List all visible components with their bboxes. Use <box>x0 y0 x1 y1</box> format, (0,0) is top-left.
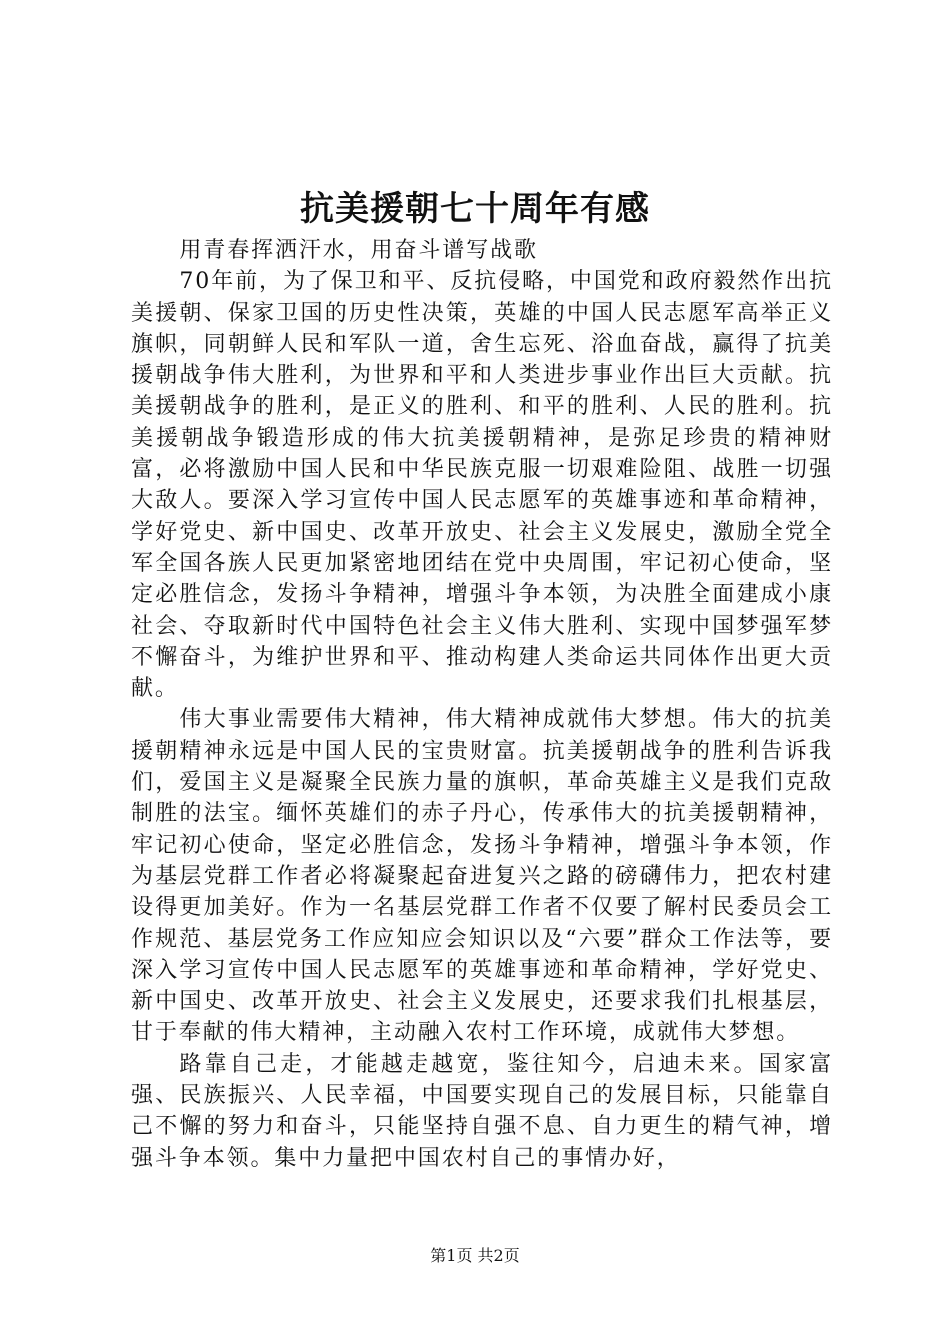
document-title: 抗美援朝七十周年有感 <box>300 189 650 229</box>
paragraph: 伟大事业需要伟大精神，伟大精神成就伟大梦想。伟大的抗美援朝精神永远是中国人民的宝贵财富。抗美援朝战争的胜利告诉我们，爱国主义是凝聚全民族力量的旗帜，革命英雄主义是我们克敌制胜的法宝。缅怀英雄们的赤子丹心，传承伟大的抗美援朝精神，牢记初心使命，坚定必胜信念，发扬斗争精神，增强斗争本领，作为基层党群工作者必将凝聚起奋进复兴之路的磅礴伟力，把农村建设得更加美好。作为一名基层党群工作者不仅要了解村民委员会工作规范、基层党务工作应知应会知识以及“六要”群众工作法等，要深入学习宣传中国人民志愿军的英雄事迹和革命精神，学好党史、新中国史、改革开放史、社会主义发展史，还要求我们扎根基层，甘于奉献的伟大精神，主动融入农村工作环境，成就伟大梦想。 <box>131 707 833 1046</box>
paragraph: 路靠自己走，才能越走越宽，鉴往知今，启迪未来。国家富强、民族振兴、人民幸福，中国要实现自己的发展目标，只能靠自己不懈的努力和奋斗，只能坚持自强不息、自力更生的精气神，增强斗争本领。集中力量把中国农村自己的事情办好， <box>131 1051 833 1171</box>
paragraph-subtitle: 用青春挥洒汗水，用奋斗谱写战歌 <box>179 238 538 263</box>
paragraph: 70年前，为了保卫和平、反抗侵略，中国党和政府毅然作出抗美援朝、保家卫国的历史性决策，英雄的中国人民志愿军高举正义旗帜，同朝鲜人民和军队一道，舍生忘死、浴血奋战，赢得了抗美援朝战争伟大胜利，为世界和平和人类进步事业作出巨大贡献。抗美援朝战争的胜利，是正义的胜利、和平的胜利、人民的胜利。抗美援朝战争锻造形成的伟大抗美援朝精神，是弥足珍贵的精神财富，必将激励中国人民和中华民族克服一切艰难险阻、战胜一切强大敌人。要深入学习宣传中国人民志愿军的英雄事迹和革命精神，学好党史、新中国史、改革开放史、社会主义发展史，激励全党全军全国各族人民更加紧密地团结在党中央周围，牢记初心使命，坚定必胜信念，发扬斗争精神，增强斗争本领，为决胜全面建成小康社会、夺取新时代中国特色社会主义伟大胜利、实现中国梦强军梦不懈奋斗，为维护世界和平、推动构建人类命运共同体作出更大贡献。 <box>131 269 833 702</box>
document-body <box>131 235 833 1174</box>
page-footer: 第1页 共2页 <box>430 1246 520 1265</box>
